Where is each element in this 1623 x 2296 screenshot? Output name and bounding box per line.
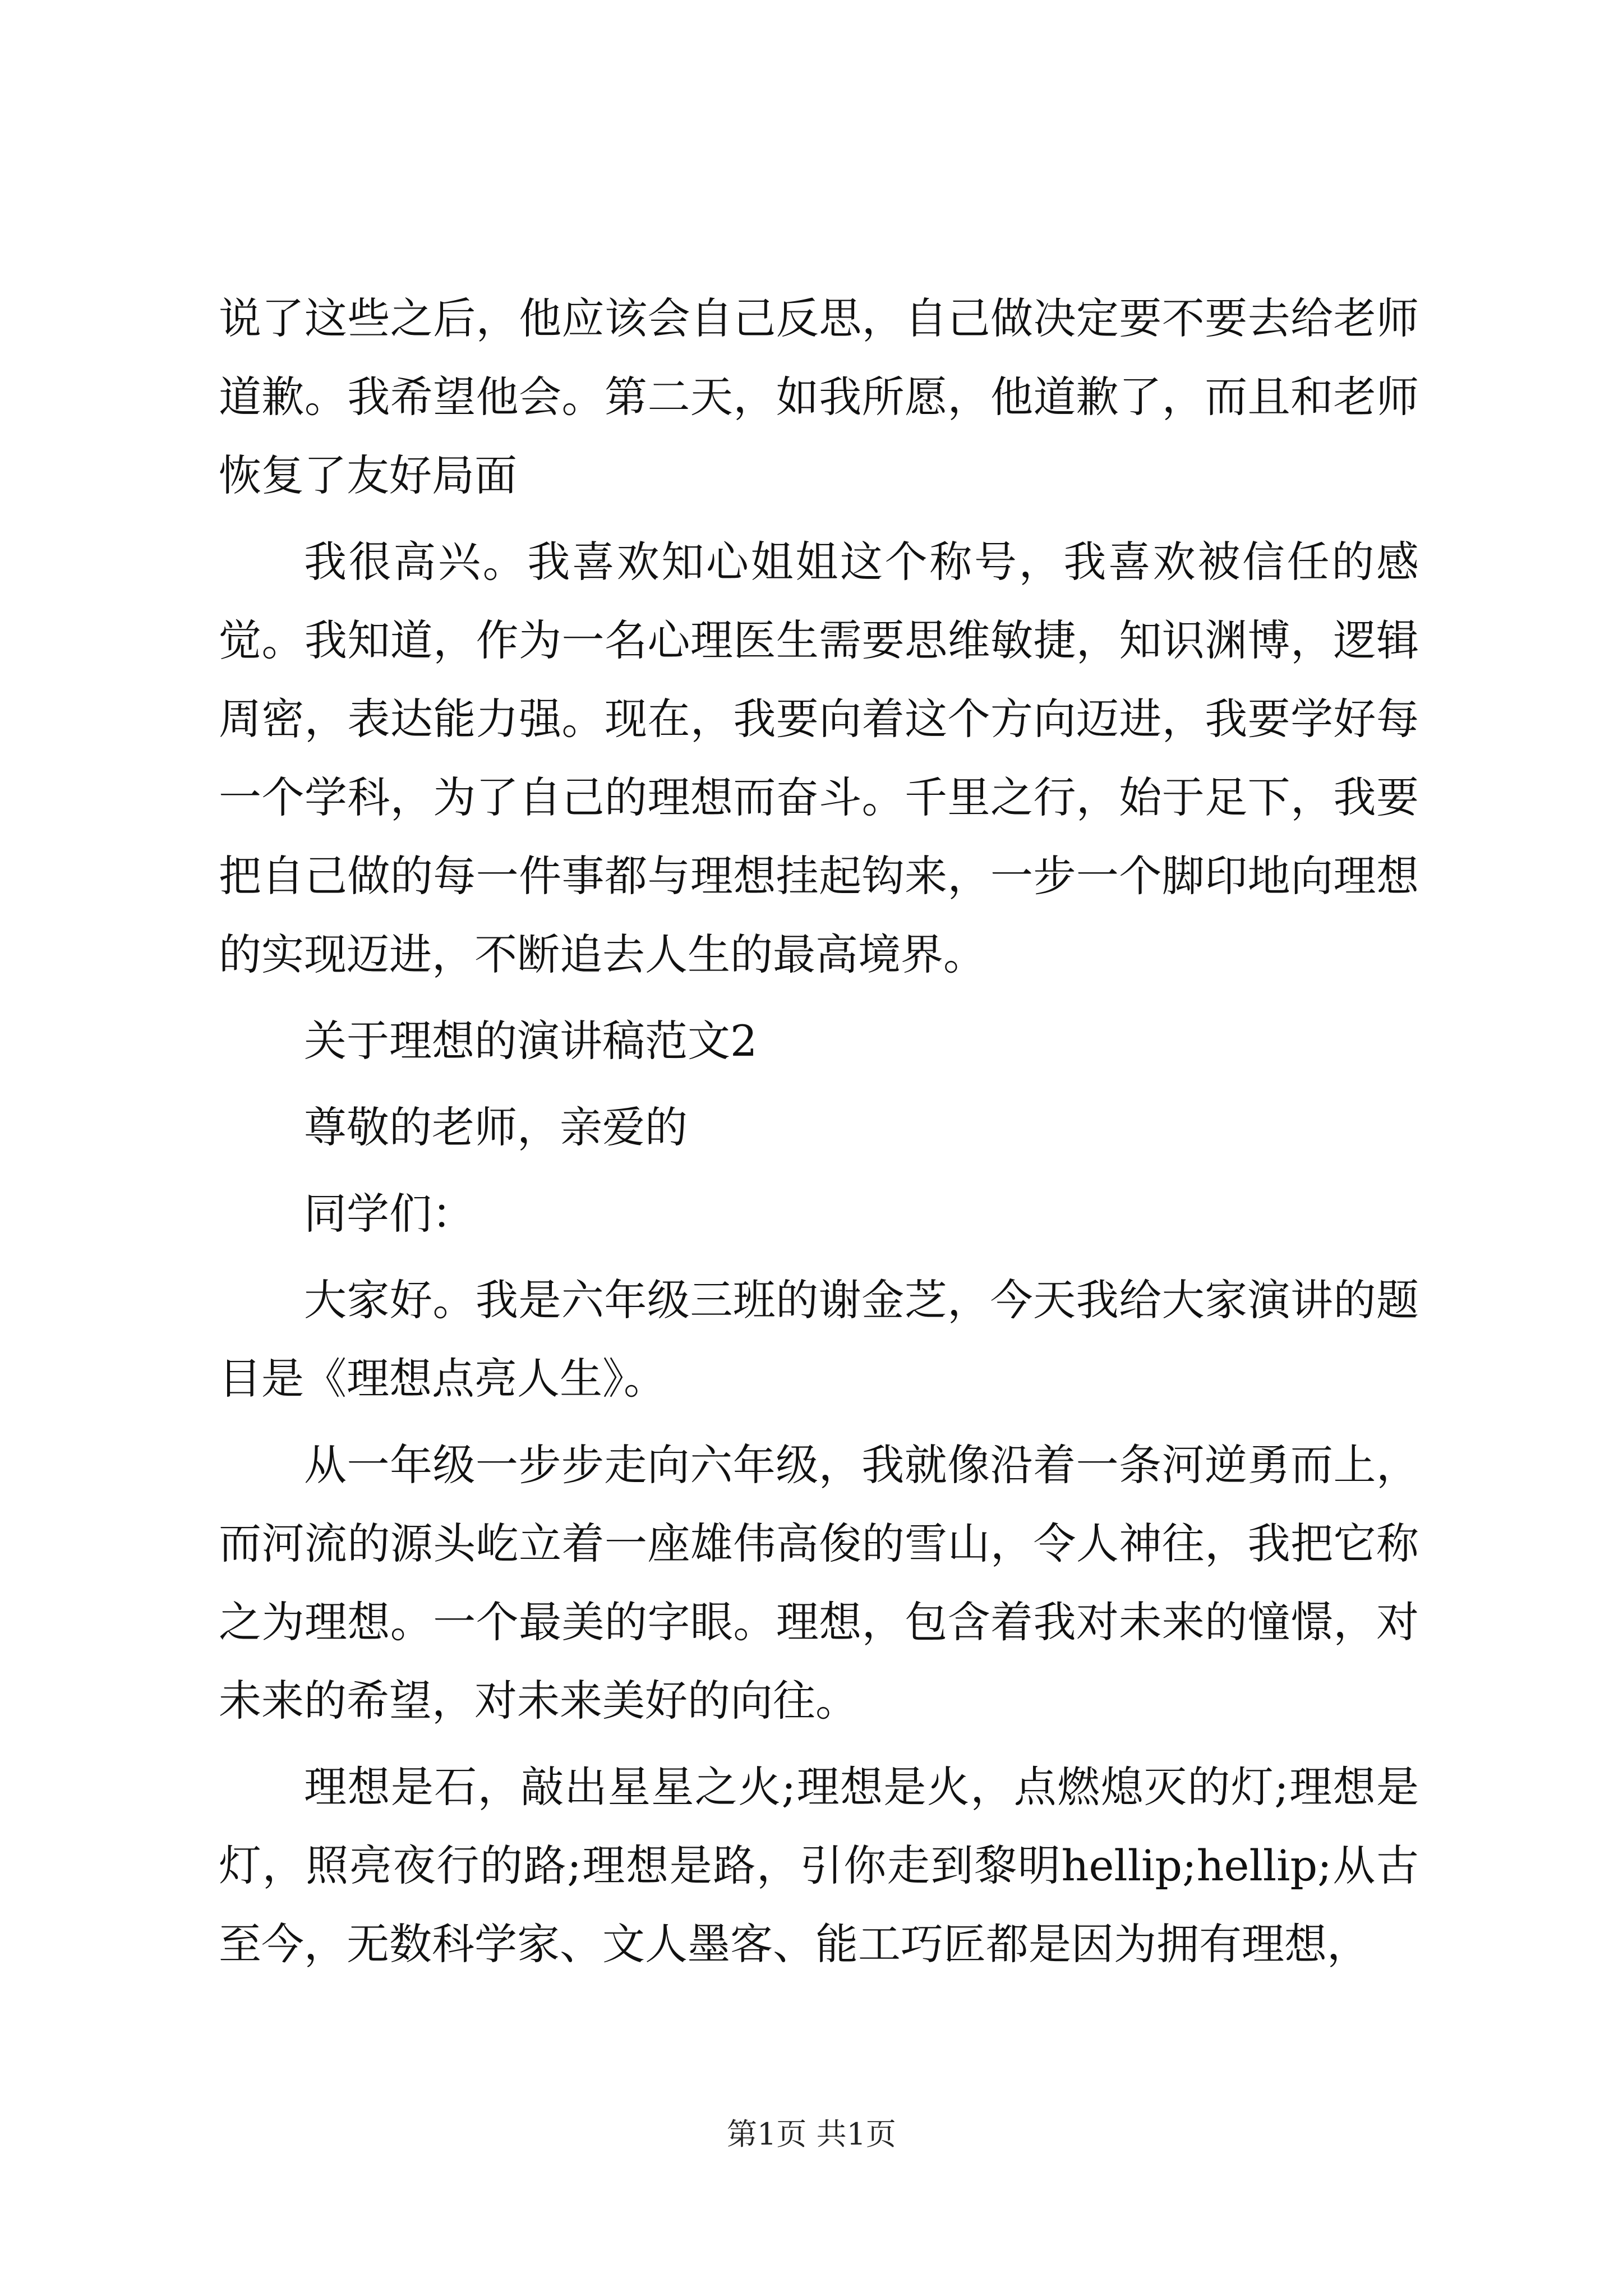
paragraph-body: 我很高兴。我喜欢知心姐姐这个称号，我喜欢被信任的感觉。我知道，作为一名心理医生需要思维敏捷，知识渊博，逻辑周密，表达能力强。现在，我要向着这个方向迈进，我要学好每一个学科，为了自己的理想而奋斗。千里之行，始于足下，我要把自己做的每一件事都与理想挂起钩来，一步一个脚印地向理想的实现迈进，不断追去人生的最高境界。	[219, 537, 1419, 979]
paragraph-continuation: 说了这些之后，他应该会自己反思，自己做决定要不要去给老师道歉。我希望他会。第二天，如我所愿，他道歉了，而且和老师恢复了友好局面	[219, 293, 1419, 500]
document-body	[219, 279, 1419, 1991]
page-footer: 第1页 共1页	[727, 2116, 896, 2152]
section-title: 关于理想的演讲稿范文2	[304, 1016, 758, 1066]
paragraph-body: 从一年级一步步走向六年级，我就像沿着一条河逆勇而上，而河流的源头屹立着一座雄伟高俊的雪山，令人神往，我把它称之为理想。一个最美的字眼。理想，包含着我对未来的憧憬，对未来的希望，对未来美好的向往。	[219, 1440, 1419, 1726]
salutation-line: 尊敬的老师，亲爱的	[304, 1102, 688, 1152]
paragraph-body: 理想是石，敲出星星之火;理想是火，点燃熄灭的灯;理想是灯，照亮夜行的路;理想是路，引你走到黎明hellip;hellip;从古至今，无数科学家、文人墨客、能工巧匠都是因为拥有理想，	[219, 1762, 1419, 1969]
paragraph-body: 大家好。我是六年级三班的谢金芝，今天我给大家演讲的题目是《理想点亮人生》。	[219, 1275, 1419, 1404]
salutation-line: 同学们：	[304, 1189, 474, 1239]
